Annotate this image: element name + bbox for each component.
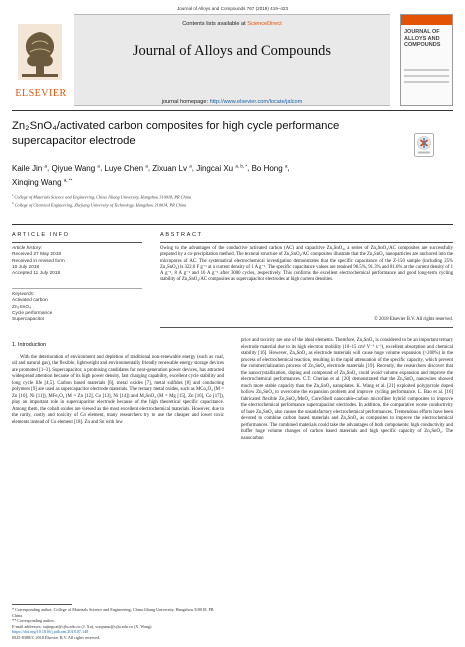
author[interactable]: Jingcai Xu $^{a, b, *}$ [196,163,248,173]
body-paragraph: price and toxicity are one of the ideal elements. Therefore, Zn₂SnO₄ is considered to be an important ternary electrode material due to its high electron mobility (10–15 cm² V⁻¹ s⁻¹), excellent absorption and chemical stability [16]. However, Zn₂SnO₄ as electrode materials will cause huge volume expansion (>200%) in the process of electrochemical reaction, resulting in the rapid attenuation of the specific capacity, which prevent the commercialization process of Zn₂SnO₄ electrode materials [19]. Recently, the researchers discover that the nanocrystallization, doping and compound of Zn₂SnO₄ could avoid volume expansion and improve the electrochemical performances. C.T. Cherian et al. [20] demonstrated that the Zn₂SnO₄ nanowires showed much more stable capacity than the Zn₂SnO₄ nanoplates. K. Wang et al. [21] exploited polypyrrole doped hollow Zn₂SnO₄ to overcome the expansion problem and improve cycling performance. L. Bao et al. [16] fabricated flexible Zn₂SnO₄/MnO₂ Core/Shell nanocable-carbon microfiber hybrid composites to improve the electrochemical performance supercapacitor electrodes. In addition, the comparative worse conductivity of bare Zn₂SnO₄ also causes the unsatisfactory electrochemical performances. Tremendous efforts have been devoted to combine carbon based materials and Zn₂SnO₄ as composites to improve the electrochemical performances. The combined materials could take the advantages of both components: high conductivity and buffer huge volume changes of carbon based materials and high specific capacity of Zn₂SnO₄. The nanocarbon [241,338,453,441]
journal-title: Journal of Alloys and Compounds [132,43,332,59]
abstract-bottom-rule [160,327,453,328]
cover-stripe [404,81,449,83]
header-divider [12,110,453,111]
body-paragraph: With the deterioration of environment and depletion of traditional non-renewable energy (such as coal, oil and natural gas), the flexible, lightweight and environmentally friendly renewable energy storage devices are promoted [1–3]. Supercapacitor, a promising candidates for next-generation power devices, has attracted widespread attention because of its high power density, fast charging capability, excellent cycle stability and long cycle life [4,5]. Carbon based materials [6], metal oxides [7], metal sulfides [8] and conducting polymers [9] are used as supercapacitor electrode materials. The ternary metal oxides, such as MCo₂O₄ (M = Zn [10], Ni [11]), MFe₂O₄ (M = Zn [12], Co [13], Ni [14]) and M₂SnO₄ (M = Mg [15], Zn [16], Co [17]), play an important role in supercapacitor electrode because of the high theoretical specific capacitance. Among them, the cobalt oxides are viewed as the most excellent electrochemical materials. However, due to the rarity, costly and toxicity of Co element, many researchers try to use the cheaper and lower toxic elements instead of Co element [18]. Zn and Sn with low [12,354,224,425]
footnote-rule [12,604,72,605]
keyword: Cycle performance [12,310,53,316]
elsevier-wordmark: ELSEVIER [15,88,67,99]
author[interactable]: Bo Hong $^a$ [251,163,288,173]
cover-stripe [404,75,449,77]
footnotes [12,607,224,641]
author[interactable]: Zixuan Lv $^a$ [152,163,192,173]
section-heading: 1. Introduction [12,342,47,348]
contents-prefix: Contents lists available at [182,21,248,27]
keywords [12,292,142,323]
cover-color-bar [401,15,452,25]
footnote: ** Corresponding author. [12,618,55,624]
footnote: * Corresponding author. College of Materials Science and Engineering, China Jiliang University, Hangzhou 310018, PR China. [12,607,214,618]
history-entry: Received 27 May 2018 [12,252,62,258]
affiliation-divider [12,224,453,225]
author[interactable]: Qiyue Wang $^a$ [51,163,100,173]
history-entry: 10 July 2018 [12,264,40,270]
keyword: Activated carbon [12,298,48,304]
journal-masthead [12,14,453,106]
elsevier-tree-icon [18,24,62,80]
affiliation: $^a$ College of Materials Science and Engineering, China Jiliang University, Hangzhou 310018, PR China [12,193,192,200]
history-entry: Received in revised form [12,258,65,264]
issn-line: 0925-8388/© 2018 Elsevier B.V. All rights reserved. [12,634,101,640]
article-title: Zn₂SnO₄/activated carbon composites for high cycle performance supercapacitor electrode [12,120,340,147]
homepage-link[interactable]: http://www.elsevier.com/locate/jalcom [209,99,303,105]
author-list: Kaile Jin $^a$, Qiyue Wang $^a$, Luye Chen $^a$, Zixuan Lv $^a$, Jingcai Xu $^{a, b, *}$, Bo Hong $^a$, Xinqing Wang $^{a, **}$ [12,163,290,187]
keyword: Supercapacitor [12,317,45,323]
homepage-prefix: journal homepage: [161,99,210,105]
journal-cover-thumbnail[interactable] [400,14,453,106]
article-history [12,246,142,277]
body-column-right [241,338,453,442]
affiliations [12,192,452,209]
history-entry: Accepted 11 July 2018 [12,271,61,277]
sciencedirect-link[interactable]: ScienceDirect [247,21,282,27]
abstract-text: Owing to the advantages of the conductive activated carbon (AC) and capacitive Zn₂SnO₄, a series of Zn₂SnO₄/AC composites are successfully prepared by a co-precipitation method. The textural structure of Zn₂SnO₄/AC composites illustrate that the Zn₂SnO₄ nanoparticles are anchored into the micropores of AC. The systematical electrochemical investigation demonstrates that the specific capacitance of the Z-150 sample (including 25% Zn₂SnO₄) is 322.6 F g⁻¹ at a current density of 1 A g⁻¹. The specific capacitance values are retained 96.5%, 91.3% and 81.6% at the current density of 1 A g⁻¹, 8 A g⁻¹ and 16 A g⁻¹ after 3000 cycles, respectively. This confirms the excellent electrochemical performance and good long-term cycling stability of Zn₂SnO₄/AC composites as supercapacitor electrodes at high current densities. [160,246,453,283]
author[interactable]: Kaile Jin $^a$ [12,163,47,173]
keywords-divider [12,288,142,289]
homepage-line [74,99,390,105]
crossmark-icon[interactable] [414,133,434,157]
keywords-title: Keywords: [12,292,35,297]
masthead-banner [74,14,390,106]
affiliation: $^b$ College of Chemical Engineering, Zhejiang University of Technology, Hangzhou 310014, PR China [12,201,187,208]
abstract-rule [160,242,453,243]
abstract-heading: ABSTRACT [160,232,203,238]
journal-reference: Journal of Alloys and Compounds 767 (2018) 419–423 [176,6,289,11]
history-title: Article history: [12,246,43,251]
cover-stripe [404,69,449,71]
article-info-heading: ARTICLE INFO [12,232,70,238]
abstract-copyright: © 2018 Elsevier B.V. All rights reserved. [374,317,453,322]
contents-line [74,21,390,27]
cover-title: JOURNAL OF ALLOYS AND COMPOUNDS [404,29,441,48]
footnote-email[interactable]: E-mail addresses: xujingcai@cjlu.edu.cn (J. Xu), wxqnano@cjlu.edu.cn (X. Wang). [12,623,153,629]
keyword: Zn₂SnO₄ [12,304,32,310]
article-info-rule [12,242,142,243]
elsevier-logo[interactable] [12,14,70,106]
body-column-left [12,338,224,426]
author[interactable]: Luye Chen $^a$ [104,163,148,173]
author[interactable]: Xinqing Wang $^{a, **}$ [12,177,73,187]
doi-link[interactable]: https://doi.org/10.1016/j.jallcom.2018.07.140 [12,629,89,635]
